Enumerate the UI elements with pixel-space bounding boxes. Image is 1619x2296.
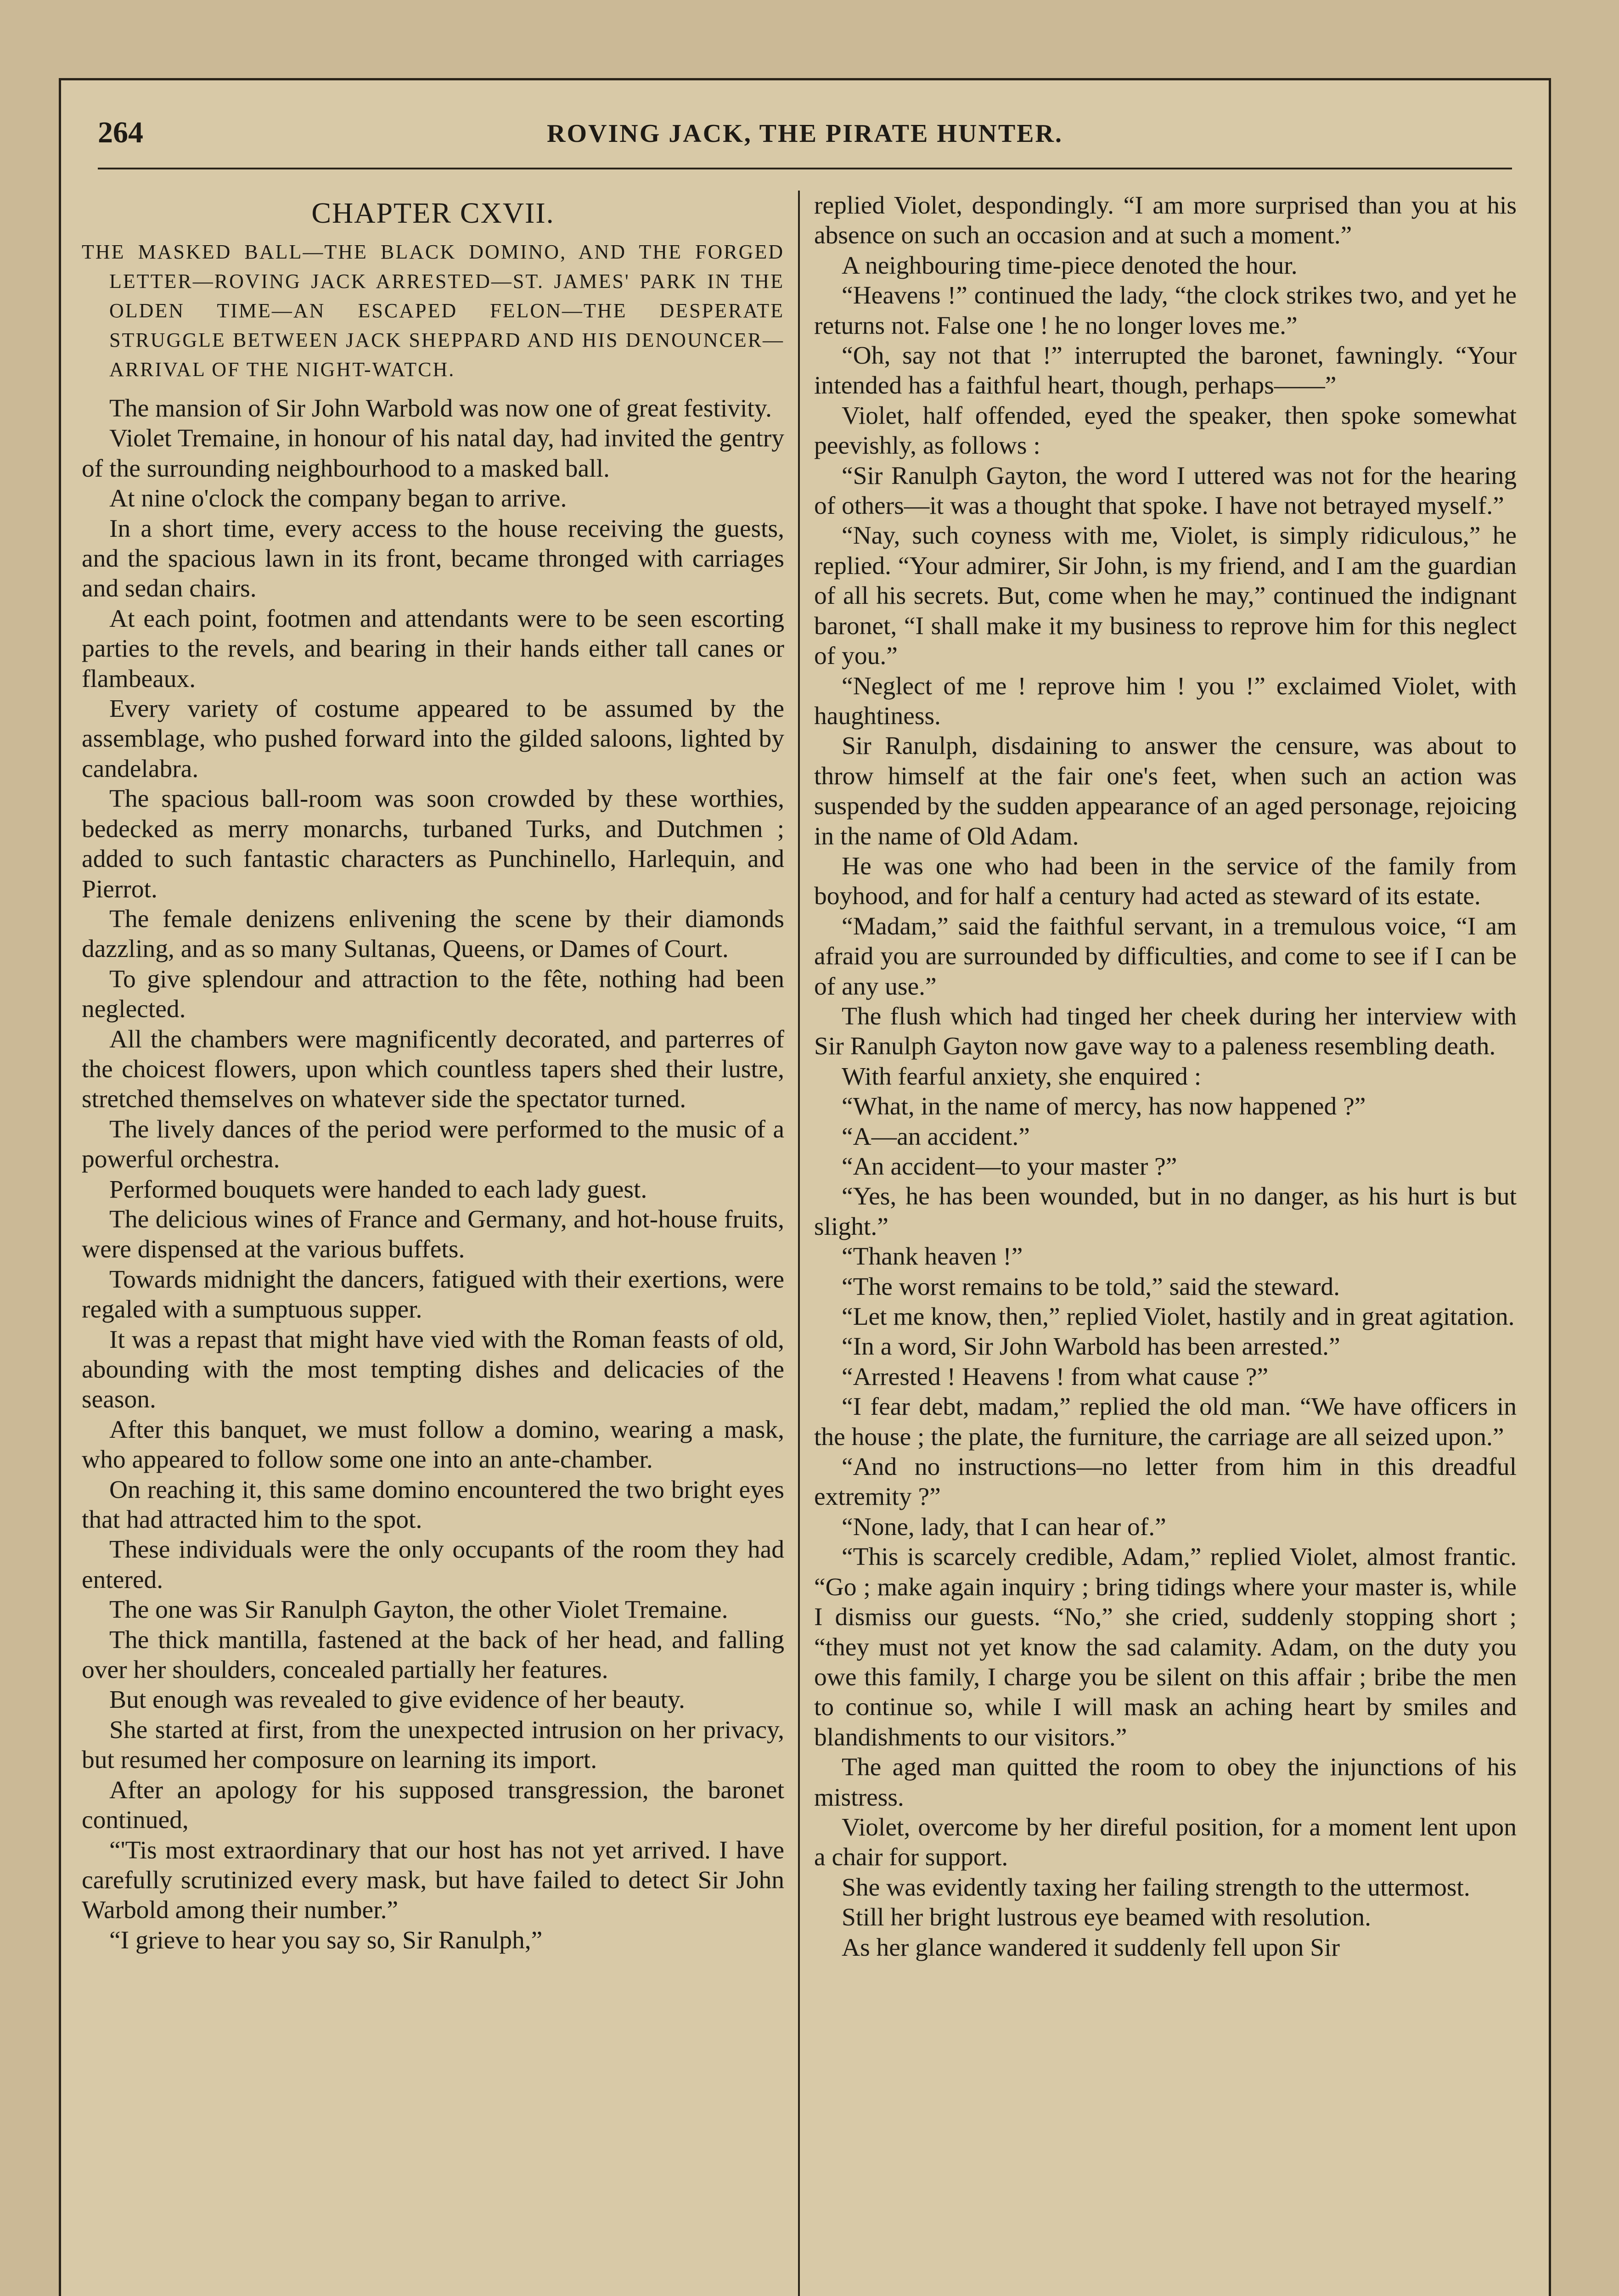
paragraph: She started at first, from the unexpected intrusion on her privacy, but resumed her composure on learning its import.: [82, 1716, 784, 1774]
running-header: [98, 113, 1512, 169]
paragraph: After this banquet, we must follow a domino, wearing a mask, who appeared to follow some one into an ante-chamber.: [82, 1415, 784, 1474]
paragraph: “I fear debt, madam,” replied the old man. “We have officers in the house ; the plate, the furniture, the carriage are all seized upon.”: [814, 1393, 1517, 1451]
page-number: 264: [98, 116, 143, 149]
paragraph: “I grieve to hear you say so, Sir Ranulph,”: [109, 1926, 543, 1954]
paragraph: The flush which had tinged her cheek during her interview with Sir Ranulph Gayton now gave way to a paleness resembling death.: [814, 1002, 1517, 1061]
paragraph: “Arrested ! Heavens ! from what cause ?”: [842, 1362, 1269, 1391]
paragraph: At each point, footmen and attendants were to be seen escorting parties to the revels, and bearing in their hands either tall canes or flambeaux.: [82, 604, 784, 693]
paragraph: These individuals were the only occupants of the room they had entered.: [82, 1536, 784, 1594]
paragraph: “Yes, he has been wounded, but in no danger, as his hurt is but slight.”: [814, 1182, 1517, 1241]
paragraph: All the chambers were magnificently decorated, and parterres of the choicest flowers, upon which countless tapers shed their lustre, stretched themselves on whatever side the spectator turned.: [82, 1025, 784, 1114]
paragraph: Still her bright lustrous eye beamed with resolution.: [842, 1903, 1371, 1932]
paragraph: “And no instructions—no letter from him in this dreadful extremity ?”: [814, 1453, 1517, 1511]
paragraph: “An accident—to your master ?”: [842, 1153, 1177, 1181]
paragraph: “Oh, say not that !” interrupted the baronet, fawningly. “Your intended has a faithful heart, though, perhaps——”: [814, 342, 1517, 400]
paragraph: The delicious wines of France and Germany, and hot-house fruits, were dispensed at the various buffets.: [82, 1205, 784, 1264]
right-column: [814, 191, 1517, 2296]
paragraph: He was one who had been in the service of the family from boyhood, and for half a century had acted as steward of its estate.: [814, 852, 1517, 911]
paragraph: “Madam,” said the faithful servant, in a tremulous voice, “I am afraid you are surrounded by difficulties, and come to see if I can be of any use.”: [814, 912, 1517, 1001]
paragraph: “Thank heaven !”: [842, 1243, 1023, 1271]
paragraph: Performed bouquets were handed to each lady guest.: [109, 1175, 647, 1204]
paragraph: The thick mantilla, fastened at the back of her head, and falling over her shoulders, concealed partially her features.: [82, 1626, 784, 1684]
paragraph: “This is scarcely credible, Adam,” replied Violet, almost frantic. “Go ; make again inquiry ; bring tidings where your master is, while I dismiss our guests. “No,” she cried, suddenly stopping short ; “they must not yet know the sad calamity. Adam, on the duty you owe this family, I charge you be silent on this affair ; bribe the men to continue so, while I will mask an aching heart by smiles and blandishments to our visitors.”: [814, 1543, 1517, 1751]
chapter-summary: THE MASKED BALL—THE BLACK DOMINO, AND THE FORGED LETTER—ROVING JACK ARRESTED—ST. JAMES' PARK IN THE OLDEN TIME—AN ESCAPED FELON—THE DESPERATE STRUGGLE BETWEEN JACK SHEPPARD AND HIS DENOUNCER—ARRIVAL OF THE NIGHT-WATCH.: [82, 241, 784, 381]
paragraph: “Sir Ranulph Gayton, the word I uttered was not for the hearing of others—it was a thought that spoke. I have not betrayed myself.”: [814, 461, 1517, 520]
paragraph: On reaching it, this same domino encountered the two bright eyes that had attracted him to the spot.: [82, 1475, 784, 1534]
paragraph: “What, in the name of mercy, has now happened ?”: [842, 1092, 1366, 1121]
paragraph: “A—an accident.”: [842, 1122, 1030, 1151]
paragraph: With fearful anxiety, she enquired :: [842, 1062, 1202, 1091]
paragraph: “In a word, Sir John Warbold has been arrested.”: [842, 1333, 1340, 1361]
paragraph: The female denizens enlivening the scene by their diamonds dazzling, and as so many Sultanas, Queens, or Dames of Court.: [82, 905, 784, 963]
paragraph: “Let me know, then,” replied Violet, hastily and in great agitation.: [842, 1303, 1515, 1331]
paragraph: “Nay, such coyness with me, Violet, is simply ridiculous,” he replied. “Your admirer, Sir John, is my friend, and I am the guardian of all his secrets. But, come when he may,” continued the indignant baronet, “I shall make it my business to reprove him for this neglect of you.”: [814, 522, 1517, 670]
paragraph: After an apology for his supposed transgression, the baronet continued,: [82, 1776, 784, 1835]
column-rule: [798, 191, 800, 2296]
paragraph: “'Tis most extraordinary that our host has not yet arrived. I have carefully scrutinized every mask, but have failed to detect Sir John Warbold among their number.”: [82, 1836, 784, 1925]
running-title: ROVING JACK, THE PIRATE HUNTER.: [547, 119, 1063, 148]
book-page: [59, 78, 1551, 2296]
paragraph: Violet Tremaine, in honour of his natal day, had invited the gentry of the surrounding neighbourhood to a masked ball.: [82, 424, 784, 483]
paragraph: The lively dances of the period were performed to the music of a powerful orchestra.: [82, 1115, 784, 1174]
paragraph: The one was Sir Ranulph Gayton, the other Violet Tremaine.: [109, 1596, 728, 1624]
paragraph: A neighbouring time-piece denoted the hour.: [842, 251, 1298, 280]
paragraph: At nine o'clock the company began to arrive.: [109, 484, 567, 513]
paragraph: Sir Ranulph, disdaining to answer the censure, was about to throw himself at the fair one's feet, when such an action was suspended by the sudden appearance of an aged personage, rejoicing in the name of Old Adam.: [814, 732, 1517, 850]
paragraph: To give splendour and attraction to the fête, nothing had been neglected.: [82, 965, 784, 1024]
paragraph: The mansion of Sir John Warbold was now one of great festivity.: [109, 394, 772, 422]
paragraph: Violet, overcome by her direful position, for a moment lent upon a chair for support.: [814, 1813, 1517, 1872]
paragraph: “The worst remains to be told,” said the steward.: [842, 1272, 1340, 1301]
paragraph: Towards midnight the dancers, fatigued with their exertions, were regaled with a sumptuous supper.: [82, 1265, 784, 1324]
paragraph: In a short time, every access to the house receiving the guests, and the spacious lawn in its front, became thronged with carriages and sedan chairs.: [82, 514, 784, 603]
paragraph: It was a repast that might have vied with the Roman feasts of old, abounding with the most tempting dishes and delicacies of the season.: [82, 1325, 784, 1414]
paragraph: “None, lady, that I can hear of.”: [842, 1513, 1166, 1541]
right-column-body: [814, 191, 1517, 1963]
paragraph: replied Violet, despondingly. “I am more surprised than you at his absence on such an occasion and at such a moment.”: [814, 191, 1517, 250]
paragraph: “Heavens !” continued the lady, “the clock strikes two, and yet he returns not. False one ! he no longer loves me.”: [814, 281, 1517, 340]
paragraph: She was evidently taxing her failing strength to the uttermost.: [842, 1873, 1470, 1902]
paragraph: But enough was revealed to give evidence of her beauty.: [109, 1686, 685, 1714]
paragraph: “Neglect of me ! reprove him ! you !” exclaimed Violet, with haughtiness.: [814, 672, 1517, 730]
left-column: [82, 191, 784, 2296]
paragraph: As her glance wandered it suddenly fell upon Sir: [842, 1933, 1340, 1962]
chapter-title: CHAPTER CXVII.: [311, 197, 555, 229]
left-column-body: [82, 394, 784, 1955]
paragraph: The spacious ball-room was soon crowded by these worthies, bedecked as merry monarchs, turbaned Turks, and Dutchmen ; added to such fantastic characters as Punchinello, Harlequin, and Pierrot.: [82, 785, 784, 903]
paragraph: Every variety of costume appeared to be assumed by the assemblage, who pushed forward into the gilded saloons, lighted by candelabra.: [82, 695, 784, 783]
paragraph: Violet, half offended, eyed the speaker, then spoke somewhat peevishly, as follows :: [814, 401, 1517, 460]
paragraph: The aged man quitted the room to obey the injunctions of his mistress.: [814, 1753, 1517, 1812]
